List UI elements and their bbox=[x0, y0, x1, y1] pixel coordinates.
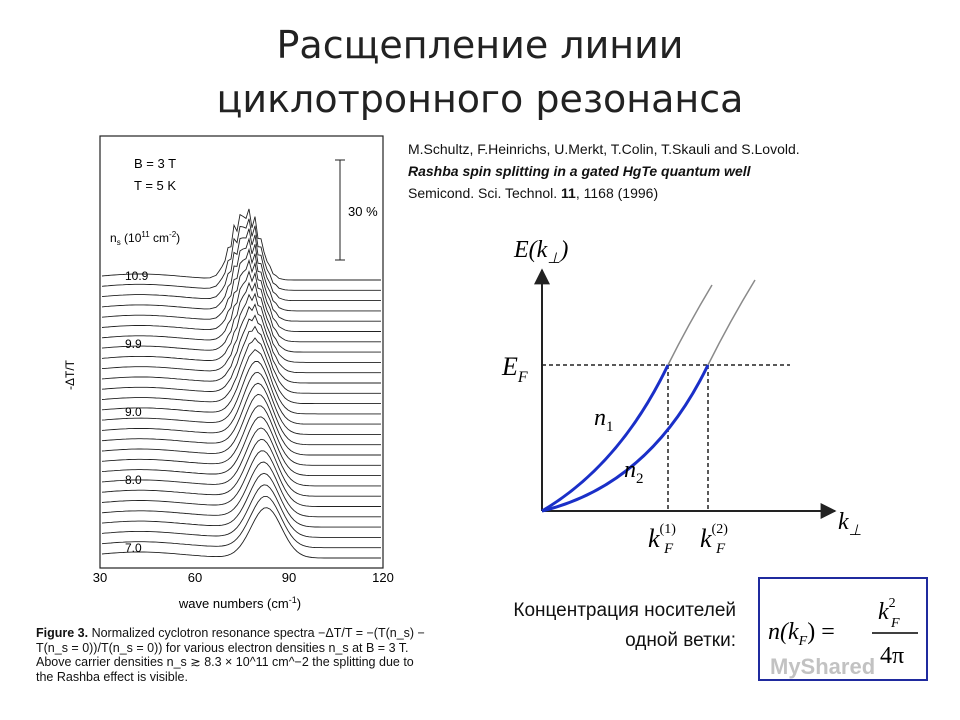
citation-authors: M.Schultz, F.Heinrichs, U.Merkt, T.Colin, T.Skauli and S.Lovold. bbox=[408, 141, 800, 157]
kf1-main: k bbox=[648, 524, 660, 553]
energy-label-sub: ⊥ bbox=[547, 251, 561, 267]
citation bbox=[408, 138, 800, 204]
x-axis-label-end: ) bbox=[296, 596, 302, 611]
param-temp: T = 5 K bbox=[134, 178, 177, 193]
citation-journal: Semicond. Sci. Technol. bbox=[408, 185, 558, 201]
n2-sub: 2 bbox=[636, 471, 644, 487]
formula-num-sub: F bbox=[891, 616, 900, 631]
density-close: ) bbox=[176, 231, 181, 245]
spectrum-trace bbox=[102, 428, 381, 486]
formula-lhs bbox=[768, 619, 835, 649]
concentration-line-2: одной ветки: bbox=[625, 630, 736, 651]
formula-denominator: 4π bbox=[880, 643, 905, 669]
n2-label bbox=[624, 457, 644, 487]
kf2-sub-label: F bbox=[716, 541, 726, 557]
scale-label: 30 % bbox=[348, 204, 378, 219]
spectrum-trace bbox=[102, 350, 381, 414]
spectrum-trace bbox=[102, 362, 381, 425]
spectra-figure bbox=[30, 130, 410, 620]
citation-pages: , 1168 (1996) bbox=[575, 185, 659, 201]
density-cm-exp: -2 bbox=[169, 230, 177, 239]
density-label-4: 7.0 bbox=[125, 541, 142, 555]
density-unit-open: (10 bbox=[120, 231, 142, 245]
density-label-0: 10.9 bbox=[125, 269, 149, 283]
formula-lhs-sub: F bbox=[798, 634, 808, 649]
formula-lhs-end: ) = bbox=[807, 619, 835, 645]
watermark: MyShared bbox=[770, 654, 876, 679]
density-label-2: 9.0 bbox=[125, 405, 142, 419]
n1-sub: 1 bbox=[606, 419, 614, 435]
energy-label-main: E(k bbox=[514, 237, 548, 263]
spectra-traces bbox=[102, 209, 381, 558]
density-label-3: 8.0 bbox=[125, 473, 142, 487]
x-axis-label bbox=[178, 595, 301, 611]
figure-caption bbox=[36, 626, 426, 684]
title-line-1: Расщепление линии bbox=[276, 23, 684, 67]
ef-sub: F bbox=[517, 369, 528, 386]
branch-2-extension bbox=[708, 280, 755, 365]
param-field: B = 3 T bbox=[134, 156, 177, 171]
density-exp: 11 bbox=[141, 230, 150, 239]
slide-title bbox=[0, 18, 960, 126]
kf1-sup: (1) bbox=[659, 522, 676, 537]
x-tick-30: 30 bbox=[92, 570, 108, 585]
branch-1-curve bbox=[542, 365, 668, 511]
kf1-sub-label: F bbox=[664, 541, 674, 557]
citation-journal-line bbox=[408, 182, 800, 204]
formula-lhs-main: n(k bbox=[768, 619, 799, 645]
param-density-label bbox=[110, 230, 180, 247]
energy-label-end: ) bbox=[560, 237, 569, 263]
spectrum-trace bbox=[102, 229, 381, 301]
y-axis-label: -ΔT/T bbox=[63, 359, 77, 391]
spectrum-trace bbox=[102, 338, 381, 404]
spectrum-trace bbox=[102, 496, 381, 547]
density-s-sub: s bbox=[116, 238, 121, 247]
title-line-2: циклотронного резонанса bbox=[216, 77, 744, 121]
k-axis-label bbox=[838, 509, 862, 539]
kf2-sup: (2) bbox=[711, 522, 728, 537]
x-axis-label-main: wave numbers (cm bbox=[178, 596, 289, 611]
caption-text: Normalized cyclotron resonance spectra −ΔT/T = −(T(n_s) − T(n_s = 0))/T(n_s = 0)) for various electron densities n_s at B = 3 T. Above carrier densities n_s ≳ 8.3 × 10^11 cm^−2 the splitting due to the Rashba effect is visible. bbox=[36, 626, 425, 684]
citation-paper-title: Rashba spin splitting in a gated HgTe quantum well bbox=[408, 163, 751, 179]
branch-1-extension bbox=[668, 285, 712, 365]
n2-main: n bbox=[624, 457, 636, 483]
density-n: n bbox=[110, 231, 117, 245]
x-tick-90: 90 bbox=[281, 570, 297, 585]
x-ticks bbox=[93, 570, 394, 585]
energy-axis-label bbox=[513, 237, 568, 267]
concentration-text bbox=[430, 596, 736, 656]
formula-num-sup: 2 bbox=[888, 596, 896, 611]
spectrum-trace bbox=[102, 406, 381, 466]
density-cm: cm bbox=[149, 231, 170, 245]
concentration-line-1: Концентрация носителей bbox=[513, 600, 736, 621]
n1-main: n bbox=[594, 405, 606, 431]
density-label-1: 9.9 bbox=[125, 337, 142, 351]
spectrum-trace bbox=[102, 439, 381, 496]
k-label-sub: ⊥ bbox=[848, 523, 862, 539]
caption-figure-label: Figure 3. bbox=[36, 626, 89, 640]
k-label-main: k bbox=[838, 509, 849, 535]
spectrum-trace bbox=[102, 462, 381, 517]
band-diagram bbox=[490, 225, 880, 560]
n1-label bbox=[594, 405, 614, 435]
x-tick-120: 120 bbox=[372, 570, 394, 585]
kf2-main: k bbox=[700, 524, 712, 553]
formula-num-main: k bbox=[878, 599, 889, 625]
fermi-energy-label bbox=[501, 352, 528, 386]
ef-main: E bbox=[502, 352, 518, 381]
x-tick-60: 60 bbox=[187, 570, 203, 585]
citation-volume: 11 bbox=[561, 185, 576, 201]
x-axis-label-sup: -1 bbox=[288, 595, 297, 605]
